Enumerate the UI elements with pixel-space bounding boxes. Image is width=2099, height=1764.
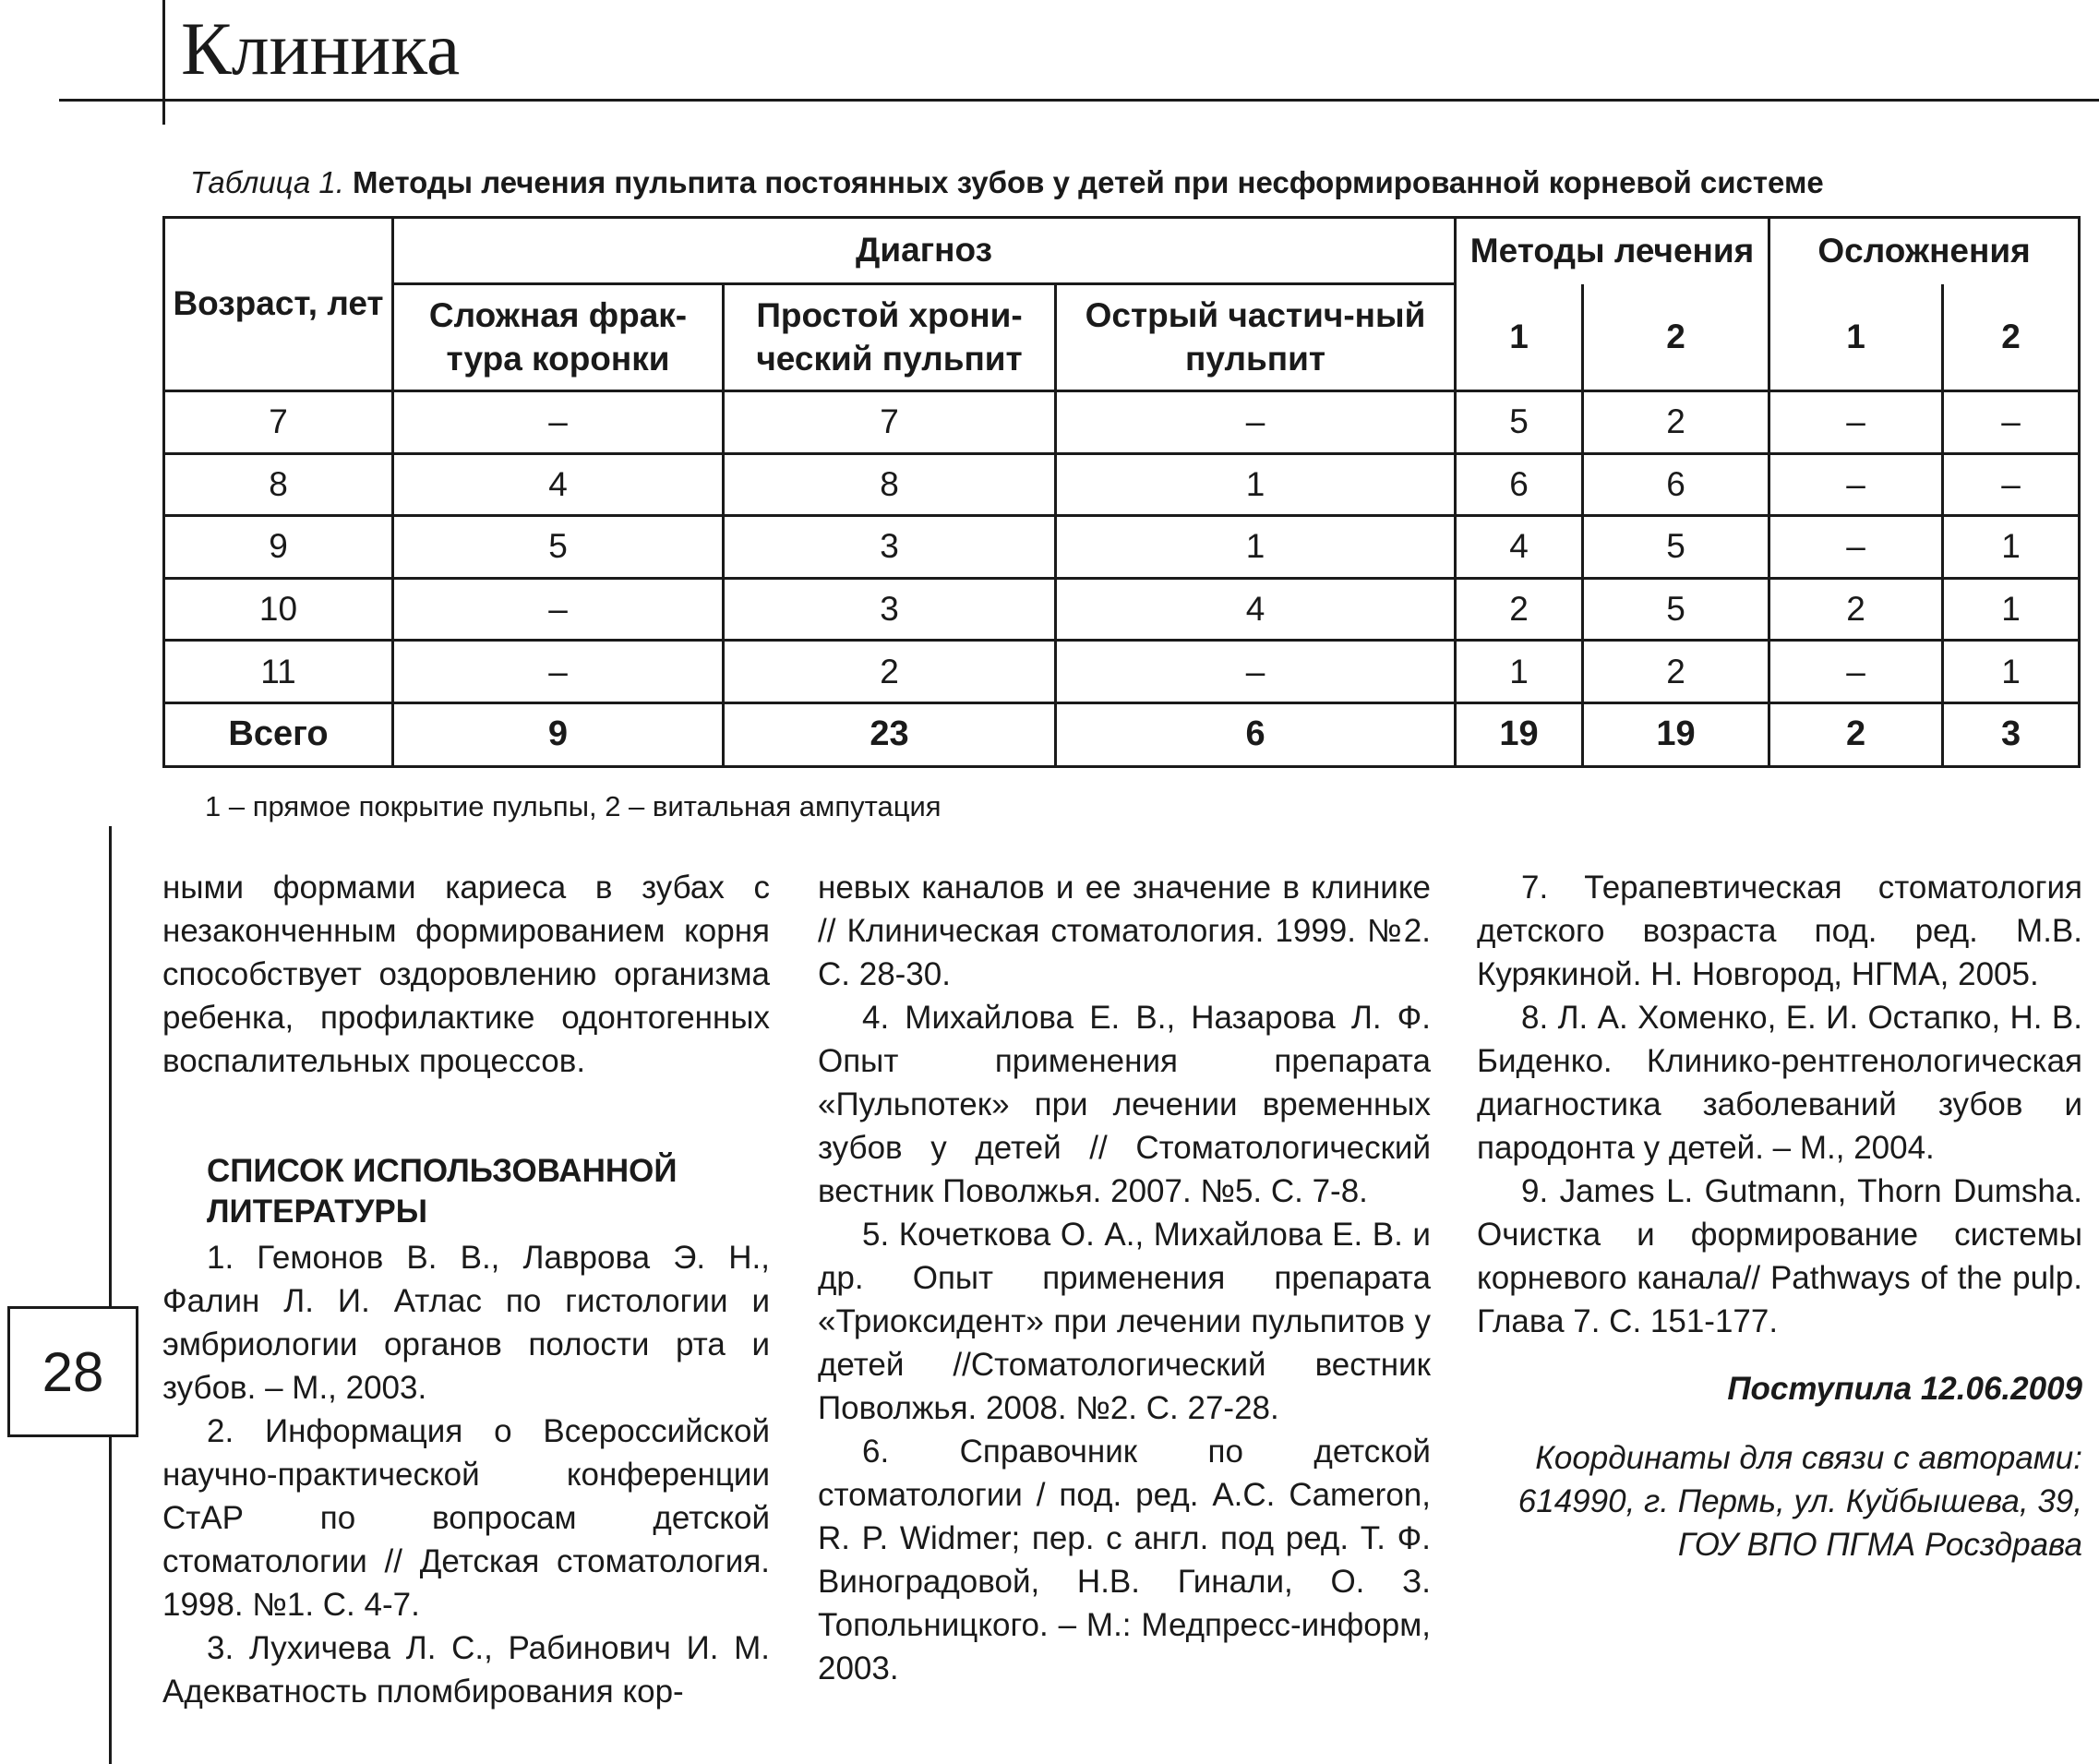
reference-continuation: невых каналов и ее значение в клинике // Клиническая стоматология. 1999. №2. С. 28-30. [818,870,1431,992]
header-method-2: 2 [1583,284,1769,391]
reference-item: 7. Терапевтическая стоматология детского возраста под. ред. М.В. Курякиной. Н. Новгород, НГМА, 2005. [1477,870,2082,992]
cell-method-2: 2 [1583,641,1769,703]
cell-complication-2: – [1943,391,2080,454]
reference-item: 6. Справочник по детской стоматологии / под. ред. А.С. Cameron, R. P. Widmer; пер. с англ. под ред. Т. Ф. Виноградовой, Н.В. Гинали, О. З. Топольницкого. – М.: Медпресс-информ, 2003. [818,1434,1431,1686]
cell-method-1: 2 [1456,578,1583,641]
cell-method-1: 1 [1456,641,1583,703]
cell-complication-2: 1 [1943,516,2080,579]
cell-complication-1: – [1769,641,1943,703]
reference-item: 8. Л. А. Хоменко, Е. И. Остапко, Н. В. Биденко. Клинико-рентгенологическая диагностика заболеваний зубов и пародонта у детей. – М., 2004. [1477,1000,2082,1166]
total-fracture: 9 [393,702,724,766]
cell-method-2: 5 [1583,516,1769,579]
reference-item: 3. Лухичева Л. С., Рабинович И. М. Адекватность пломбирования кор- [162,1630,770,1710]
column-1 [162,866,770,1713]
cell-age: 8 [164,453,393,516]
cell-chronic: 7 [724,391,1056,454]
header-complication-2: 2 [1943,284,2080,391]
cell-age: 7 [164,391,393,454]
table-row [164,391,2080,454]
header-method-1: 1 [1456,284,1583,391]
header-complication-1: 1 [1769,284,1943,391]
header-diagnosis: Диагноз [393,218,1456,284]
section-title: Клиника [181,6,461,90]
cell-fracture: 4 [393,453,724,516]
cell-fracture: – [393,641,724,703]
left-margin-rule [109,826,112,1764]
page-number: 28 [7,1306,138,1437]
cell-acute: – [1056,641,1456,703]
table-row [164,578,2080,641]
received-date: Поступила 12.06.2009 [1727,1371,2082,1407]
treatment-table [162,216,2081,768]
cell-method-2: 2 [1583,391,1769,454]
cell-complication-1: – [1769,453,1943,516]
reference-item: 1. Гемонов В. В., Лаврова Э. Н., Фалин Л. И. Атлас по гистологии и эмбриологии органов полости рта и зубов. – М., 2003. [162,1240,770,1406]
cell-method-1: 4 [1456,516,1583,579]
total-chronic: 23 [724,702,1056,766]
header-complications: Осложнения [1769,218,2080,284]
cell-method-2: 6 [1583,453,1769,516]
header-vertical-rule [162,0,165,125]
cell-complication-2: 1 [1943,641,2080,703]
cell-acute: 4 [1056,578,1456,641]
total-acute: 6 [1056,702,1456,766]
cell-fracture: – [393,578,724,641]
cell-method-2: 5 [1583,578,1769,641]
table-caption-title: Методы лечения пульпита постоянных зубов у детей при несформированной корневой системе [353,165,1824,199]
cell-fracture: – [393,391,724,454]
cell-method-1: 5 [1456,391,1583,454]
total-method-2: 19 [1583,702,1769,766]
total-label: Всего [164,702,393,766]
column-3 [1477,866,2082,1566]
cell-chronic: 3 [724,578,1056,641]
table-total-row [164,702,2080,766]
cell-complication-2: – [1943,453,2080,516]
table-row [164,641,2080,703]
cell-age: 10 [164,578,393,641]
cell-age: 11 [164,641,393,703]
header-rule [59,99,2099,102]
cell-acute: 1 [1056,453,1456,516]
references-heading: СПИСОК ИСПОЛЬЗОВАННОЙ ЛИТЕРАТУРЫ [207,1153,678,1230]
table-caption-prefix: Таблица 1. [190,165,344,199]
cell-chronic: 3 [724,516,1056,579]
reference-item: 9. James L. Gutmann, Thorn Dumsha. Очистка и формирование системы корневого канала// Pathways of the pulp. Глава 7. С. 151-177. [1477,1173,2082,1339]
cell-chronic: 2 [724,641,1056,703]
contacts-line: ГОУ ВПО ПГМА Росздрава [1677,1527,2082,1563]
total-complication-1: 2 [1769,702,1943,766]
cell-chronic: 8 [724,453,1056,516]
contacts-line: 614990, г. Пермь, ул. Куйбышева, 39, [1517,1483,2082,1519]
cell-fracture: 5 [393,516,724,579]
cell-complication-1: – [1769,391,1943,454]
table-row [164,453,2080,516]
header-fracture: Сложная фрак-тура коронки [393,284,724,391]
cell-complication-2: 1 [1943,578,2080,641]
cell-acute: – [1056,391,1456,454]
body-paragraph: ными формами кариеса в зубах с незаконченным формированием корня способствует оздоровлению организма ребенка, профилактике одонтогенных воспалительных процессов. [162,870,770,1079]
cell-acute: 1 [1056,516,1456,579]
header-acute: Острый частич-ный пульпит [1056,284,1456,391]
header-methods: Методы лечения [1456,218,1769,284]
reference-item: 4. Михайлова Е. В., Назарова Л. Ф. Опыт применения препарата «Пульпотек» при лечении временных зубов у детей // Стоматологический вестник Поволжья. 2007. №5. С. 7-8. [818,1000,1431,1209]
header-age: Возраст, лет [164,218,393,391]
header-chronic: Простой хрони-ческий пульпит [724,284,1056,391]
cell-age: 9 [164,516,393,579]
table-footnote: 1 – прямое покрытие пульпы, 2 – витальная ампутация [205,790,942,822]
total-method-1: 19 [1456,702,1583,766]
cell-method-1: 6 [1456,453,1583,516]
table-row [164,516,2080,579]
total-complication-2: 3 [1943,702,2080,766]
table-caption [190,164,1824,201]
reference-item: 5. Кочеткова О. А., Михайлова Е. В. и др. Опыт применения препарата «Триоксидент» при лечении пульпитов у детей //Стоматологический вестник Поволжья. 2008. №2. С. 27-28. [818,1217,1431,1426]
cell-complication-1: 2 [1769,578,1943,641]
column-2 [818,866,1431,1690]
reference-item: 2. Информация о Всероссийской научно-практической конференции СтАР по вопросам детской стоматологии // Детская стоматология. 1998. №1. С. 4-7. [162,1413,770,1623]
cell-complication-1: – [1769,516,1943,579]
contacts-line: Координаты для связи с авторами: [1535,1440,2082,1476]
